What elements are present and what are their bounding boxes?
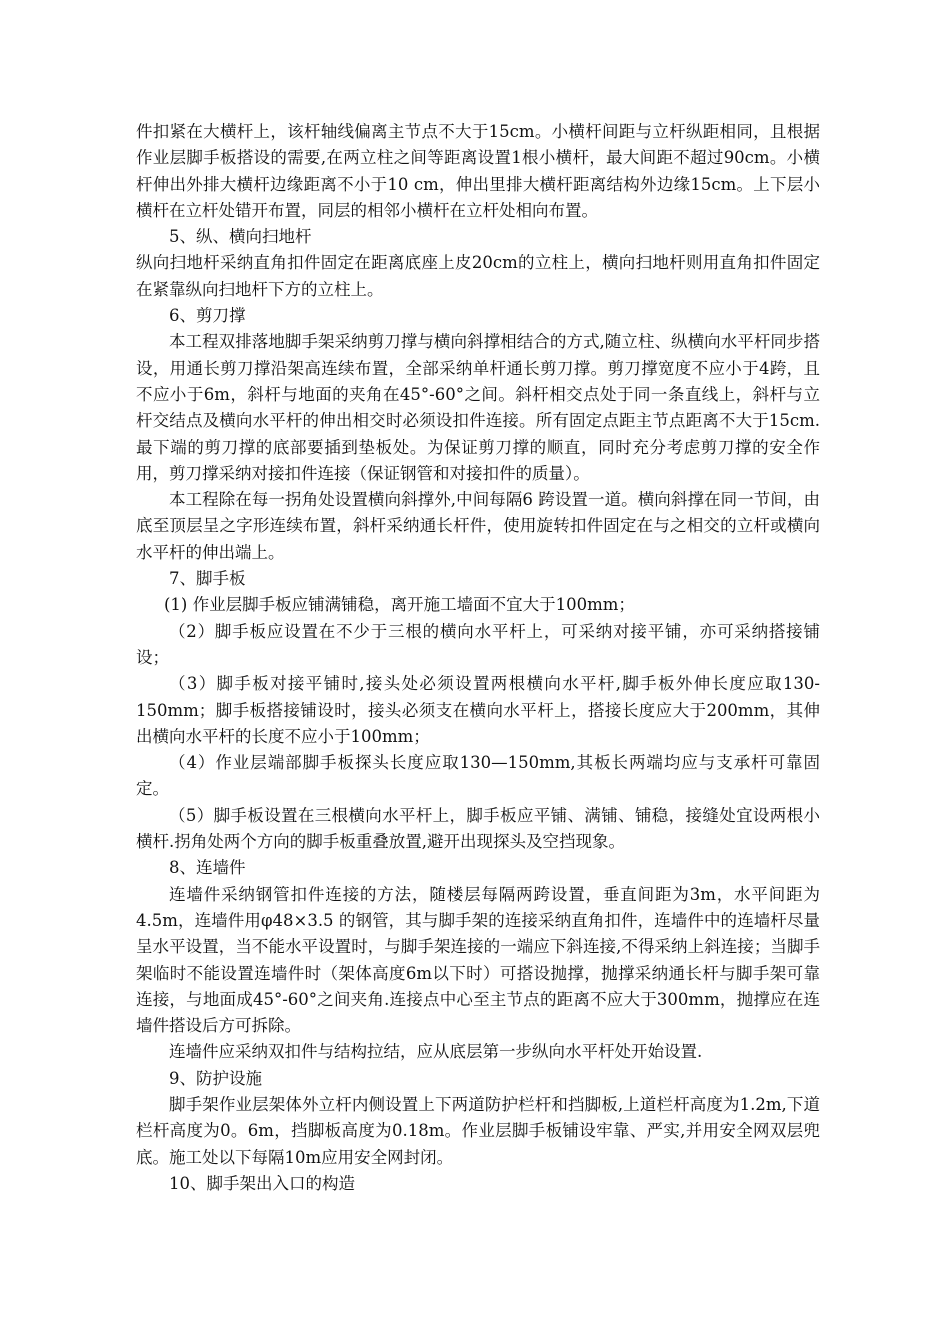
paragraph-scissor-brace-2: 本工程除在每一拐角处设置横向斜撑外,中间每隔6 跨设置一道。横向斜撑在同一节间，由底至顶层呈之字形连续布置，斜杆采纳通长杆件，使用旋转扣件固定在与之相交的立杆或横向水平杆的伸出端上。 [136, 490, 820, 562]
section-heading-scissor-brace: 6、剪刀撑 [169, 306, 246, 326]
paragraph-wall-tie-1: 连墙件采纳钢管扣件连接的方法，随楼层每隔两跨设置，垂直间距为3m，水平间距为4.5m，连墙件用φ48×3.5 的钢管，其与脚手架的连接采纳直角扣件，连墙件中的连墙杆尽量呈水平设置，当不能水平设置时，与脚手架连接的一端应下斜连接,不得采纳上斜连接；当脚手架临时不能设置连墙件时（架体高度6m以下时）可搭设抛撑，抛撑采纳通长杆与脚手架可靠连接，与地面成45°-60°之间夹角.连接点中心至主节点的距离不应大于300mm，抛撑应在连墙件搭设后方可拆除。 [136, 884, 820, 1036]
section-heading-entrance: 10、脚手架出入口的构造 [169, 1173, 355, 1193]
list-item-board-5: （5）脚手板设置在三根横向水平杆上，脚手板应平铺、满铺、铺稳，接缝处宜设两根小横杆.拐角处两个方向的脚手板重叠放置,避开出现探头及空挡现象。 [136, 805, 820, 852]
list-item-board-4: （4）作业层端部脚手板探头长度应取130—150mm,其板长两端均应与支承杆可靠固定。 [136, 753, 820, 799]
paragraph-crossbar-continued: 件扣紧在大横杆上，该杆轴线偏离主节点不大于15cm。小横杆间距与立杆纵距相同，且根据作业层脚手板搭设的需要,在两立柱之间等距离设置1根小横杆，最大间距不超过90cm。小横杆伸出外排大横杆边缘距离不小于10 cm，伸出里排大横杆距离结构外边缘15cm。上下层小横杆在立杆处错开布置，同层的相邻小横杆在立杆处相向布置。 [136, 122, 820, 220]
list-item-board-2: （2）脚手板应设置在不少于三根的横向水平杆上，可采纳对接平铺，亦可采纳搭接铺设； [136, 621, 820, 667]
paragraph-sweep-pole: 纵向扫地杆采纳直角扣件固定在距离底座上皮20cm的立柱上，横向扫地杆则用直角扣件固定在紧靠纵向扫地杆下方的立柱上。 [136, 253, 820, 299]
list-item-board-1: (1) 作业层脚手板应铺满铺稳，离开施工墙面不宜大于100mm； [164, 595, 635, 615]
list-item-board-3: （3）脚手板对接平铺时,接头处必须设置两根横向水平杆,脚手板外伸长度应取130-150mm；脚手板搭接铺设时，接头必须支在横向水平杆上，搭接长度应大于200mm，其伸出横向水平杆的长度不应小于100mm； [136, 674, 820, 746]
section-heading-scaffold-board: 7、脚手板 [169, 569, 246, 589]
section-heading-wall-tie: 8、连墙件 [169, 858, 246, 878]
section-heading-sweep-pole: 5、纵、横向扫地杆 [169, 227, 312, 247]
paragraph-scissor-brace-1: 本工程双排落地脚手架采纳剪刀撑与横向斜撑相结合的方式,随立柱、纵横向水平杆同步搭设，用通长剪刀撑沿架高连续布置，全部采纳单杆通长剪刀撑。剪刀撑宽度不应小于4跨，且不应小于6m，斜杆与地面的夹角在45°-60°之间。斜杆相交点处于同一条直线上，斜杆与立杆交结点及横向水平杆的伸出相交时必须设扣件连接。所有固定点距主节点距离不大于15cm.最下端的剪刀撑的底部要插到垫板处。为保证剪刀撑的顺直，同时充分考虑剪刀撑的安全作用，剪刀撑采纳对接扣件连接（保证钢管和对接扣件的质量）。 [136, 332, 820, 483]
section-heading-protection: 9、防护设施 [169, 1068, 262, 1088]
document-body [136, 119, 820, 1197]
paragraph-wall-tie-2: 连墙件应采纳双扣件与结构拉结，应从底层第一步纵向水平杆处开始设置. [169, 1042, 703, 1062]
paragraph-protection: 脚手架作业层架体外立杆内侧设置上下两道防护栏杆和挡脚板,上道栏杆高度为1.2m,下道栏杆高度为0。6m，挡脚板高度为0.18m。作业层脚手板铺设牢靠、严实,并用安全网双层兜底。施工处以下每隔10m应用安全网封闭。 [136, 1094, 820, 1167]
